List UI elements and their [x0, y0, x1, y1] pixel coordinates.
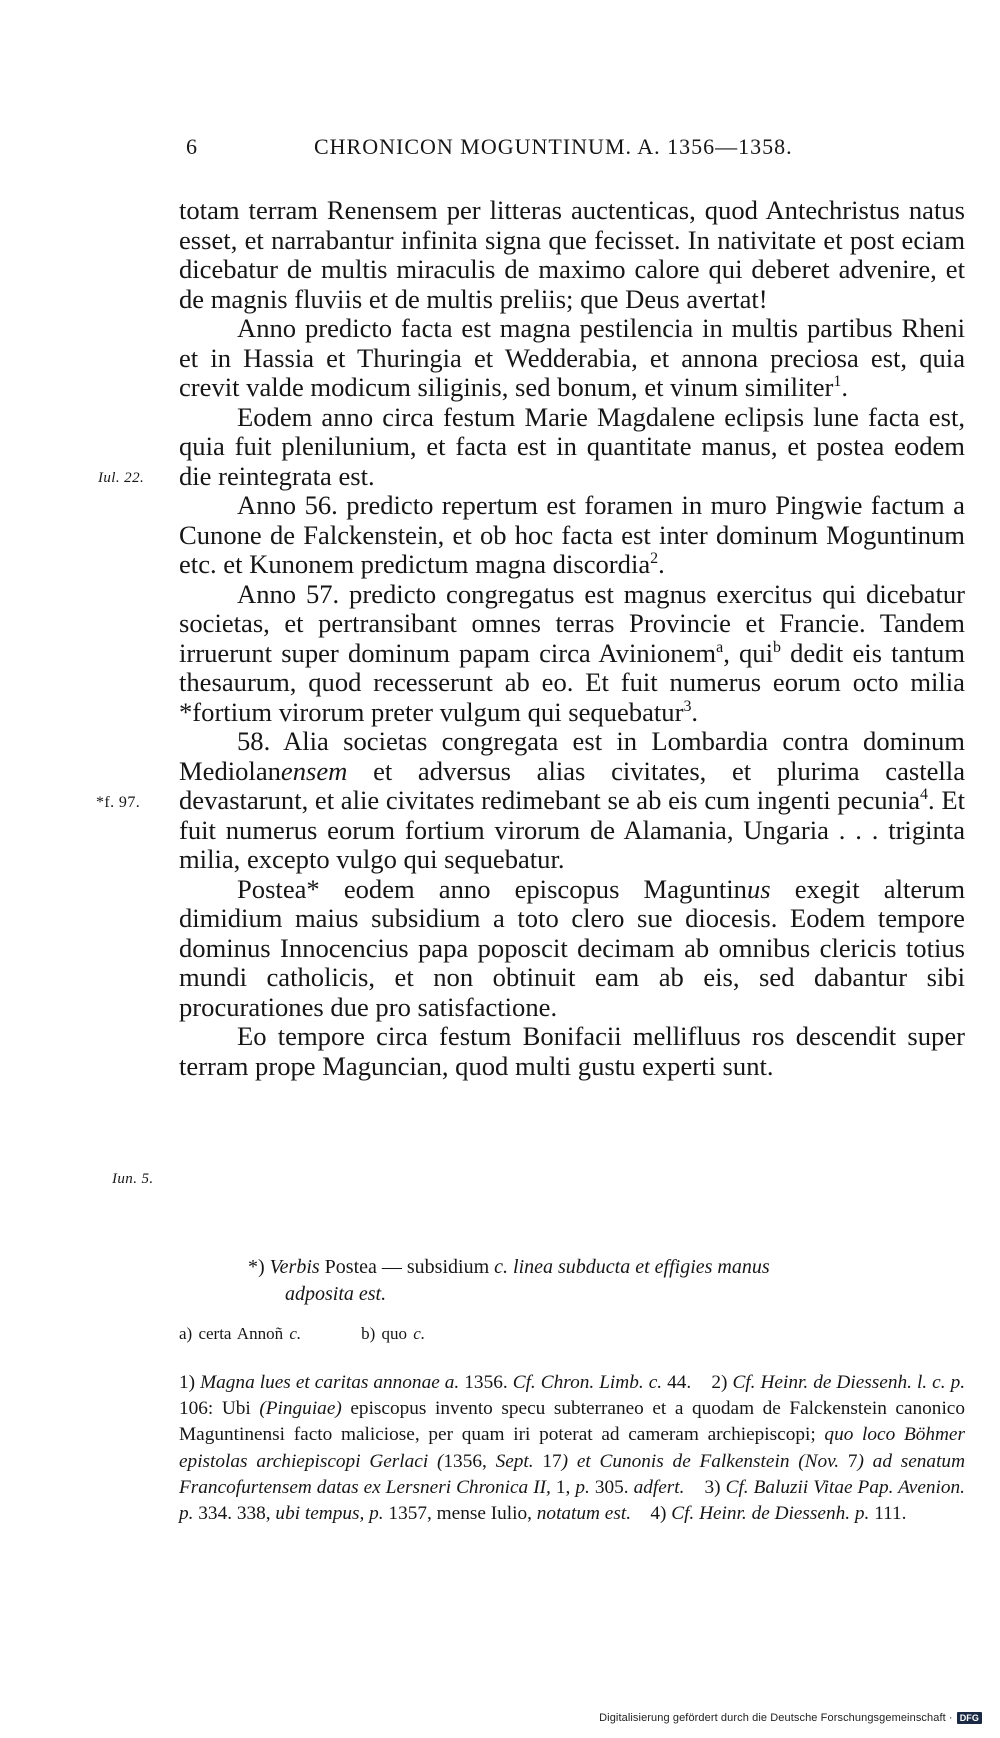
dfg-logo-icon: DFG [957, 1712, 982, 1724]
digitization-text: Digitalisierung gefördert durch die Deutsche Forschungsgemeinschaft · [599, 1712, 953, 1724]
star-note-verbis: Verbis [269, 1256, 320, 1278]
footnote-2-number: 2) [711, 1372, 733, 1393]
footnote-2-cf: Cf. Heinr. de Diessenh. l. c. p. [732, 1372, 966, 1393]
apparatus-a-c: c. [289, 1324, 302, 1343]
footnote-2-text-c: 1356, [443, 1450, 496, 1472]
footnote-2-italic-4: ) et Cunonis de Falkenstein (Nov. [561, 1450, 840, 1472]
asterisk-mark: *) [248, 1256, 265, 1278]
footnote-3-text-a: 334. 338, [193, 1503, 276, 1525]
running-title: CHRONICON MOGUNTINUM. A. 1356—1358. [314, 134, 793, 159]
running-header [186, 134, 858, 166]
paragraph-7 [179, 875, 965, 1023]
page-number: 6 [186, 134, 198, 159]
footnote-2-italic-6: p. [575, 1476, 590, 1498]
footnote-2-italic-3: Sept. [495, 1450, 534, 1472]
paragraph-1 [179, 196, 965, 314]
paragraph-6-italic: ensem [280, 755, 348, 786]
footnote-1-text-b: 44. [662, 1372, 692, 1393]
paragraph-5 [179, 580, 965, 728]
footnote-2-italic-1: (Pinguiae) [259, 1398, 342, 1420]
critical-apparatus [179, 1324, 965, 1344]
paragraph-5-text-c: dedit eis tantum thesaurum, quod recesserunt ab eo. Et fuit numerus eorum octo milia *fortium virorum preter vulgum qui sequebatur [179, 637, 965, 727]
paragraph-7-italic: us [746, 873, 771, 904]
footnote-ref-1: 1 [833, 373, 842, 391]
footnote-2-text-b: episcopus invento specu subterraneo et a quodam de Falckenstein canonico Maguntinensi facto maliciose, per quam iri poterat ad cameram archiepiscopi; [179, 1398, 966, 1446]
star-note-postea: Postea — subsidium [319, 1256, 495, 1278]
footnote-4-number: 4) [650, 1503, 672, 1525]
paragraph-6-text-c: . Et fuit numerus eorum fortium virorum de Alamania, Ungaria . . . triginta milia, excepto vulgo qui sequebatur. [179, 785, 965, 874]
footnote-1-number: 1) [179, 1372, 201, 1393]
apparatus-ref-b: b [772, 638, 781, 656]
paragraph-2-text: Anno predicto facta est magna pestilencia in multis partibus Rheni et in Hassia et Thuringia et Wedderabia, et annona preciosa est, quia crevit valde modicum siliginis, sed bonum, et vinum similiter [179, 313, 965, 402]
margin-note-folio: *f. 97. [96, 794, 141, 811]
footnote-2-italic-5: ) ad senatum Francofurtensem datas ex Lersneri Chronica II, [179, 1450, 965, 1498]
paragraph-4 [179, 491, 965, 580]
paragraph-5-end: . [691, 696, 699, 727]
footnote-1-cf: Cf. Chron. Limb. c. [512, 1372, 663, 1393]
paragraph-5-text-b: , qui [723, 637, 773, 668]
paragraph-1-text: totam terram Renensem per litteras auctenticas, quod Antechristus natus esset, et narrabantur infinita signa que fecisset. In nativitate et post eciam dicebatur de multis miraculis de maximo calore qui deberet advenire, et de magnis fluviis et de multis preliis; que Deus avertat! [179, 195, 965, 314]
footnote-2-text-e: 7 [839, 1450, 858, 1472]
footnote-2-text-g: 305. [589, 1476, 634, 1498]
margin-note-jul: Iul. 22. [98, 470, 145, 486]
margin-note-jun: Iun. 5. [112, 1171, 154, 1187]
footnote-3-italic-3: notatum est. [536, 1503, 632, 1525]
footnote-4-text-a: 111. [869, 1503, 907, 1525]
footnote-ref-4: 4 [920, 786, 929, 804]
paragraph-7-text-a: Postea* eodem anno episcopus Maguntin [237, 873, 747, 904]
paragraph-8-text: Eo tempore circa festum Bonifacii mellifluus ros descendit super terram prope Maguncian, quod multi gustu experti sunt. [179, 1021, 965, 1081]
star-note-rest-1: linea subducta et effigies manus [508, 1256, 770, 1278]
paragraph-7-text-b: exegit alterum dimidium maius subsidium a toto clero sue diocesis. Eodem tempore dominus Innocencius papa poposcit decimam ab omnibus clericis totius mundi catholicis, et non obtinuit eam ab eis, sed dabantur sibi procurationes due pro satisfactione. [179, 873, 966, 1022]
apparatus-ref-a: a [716, 638, 724, 656]
paragraph-4-end: . [658, 549, 665, 579]
paragraph-6 [179, 727, 965, 875]
footnote-3-text-b: 1357, mense Iulio, [383, 1503, 537, 1525]
footnote-3-italic: Cf. Baluzii Vitae Pap. Avenion. p. [179, 1476, 966, 1525]
footnote-2-text-d: 17 [533, 1450, 562, 1472]
footnote-1-text-a: 1356. [459, 1372, 513, 1393]
footnote-4-italic: Cf. Heinr. de Diessenh. p. [671, 1503, 870, 1525]
footnote-ref-3: 3 [683, 697, 692, 715]
paragraph-8 [179, 1022, 965, 1081]
footnote-3-italic-2: ubi tempus, p. [275, 1503, 384, 1525]
star-note-rest-2: adposita est. [285, 1283, 387, 1305]
footnote-2-italic-2: quo loco Böhmer epistolas archiepiscopi Gerlaci ( [179, 1424, 965, 1472]
digitization-credit [599, 1712, 982, 1724]
footnote-3-number: 3) [704, 1476, 726, 1498]
paragraph-6-text-a: 58. Alia societas congregata est in Lombardia contra dominum Mediolan [179, 726, 965, 786]
paragraph-3 [179, 403, 965, 492]
footnote-ref-2: 2 [650, 550, 659, 568]
apparatus-b-c: c. [413, 1324, 426, 1343]
paragraph-3-text: Eodem anno circa festum Marie Magdalene eclipsis lune facta est, quia fuit plenilunium, et facta est in quantitate manus, et postea eodem die reintegrata est. [179, 401, 965, 491]
footnotes [179, 1370, 965, 1527]
apparatus-a: a) certa Annoñ [179, 1324, 284, 1343]
apparatus-b: b) quo [361, 1324, 408, 1343]
paragraph-4-text: Anno 56. predicto repertum est foramen in muro Pingwie factum a Cunone de Falckenstein, et ob hoc facta est inter dominum Moguntinum etc. et Kunonem predictum magna discordia [179, 490, 965, 579]
paragraph-6-text-b: et adversus alias civitates, et plurima castella devastarunt, et alie civitates redimebant se ab eis cum ingenti pecunia [179, 755, 965, 815]
paragraph-2-end: . [841, 372, 849, 402]
paragraph-2 [179, 314, 965, 403]
footnote-2-text-a: 106: Ubi [179, 1398, 260, 1420]
paragraph-5-text-a: Anno 57. predicto congregatus est magnus exercitus qui dicebatur societas, et pertransibant omnes terras Provincie et Francie. Tandem irruerunt super dominum papam circa Avinionem [179, 578, 965, 668]
star-note-c: c. [494, 1256, 509, 1278]
footnote-2-text-f: 1, [550, 1476, 576, 1498]
footnote-1-italic: Magna lues et caritas annonae a. [200, 1372, 460, 1393]
footnote-2-italic-7: adfert. [633, 1476, 685, 1498]
main-text [179, 196, 965, 1081]
asterisk-note [248, 1254, 966, 1308]
